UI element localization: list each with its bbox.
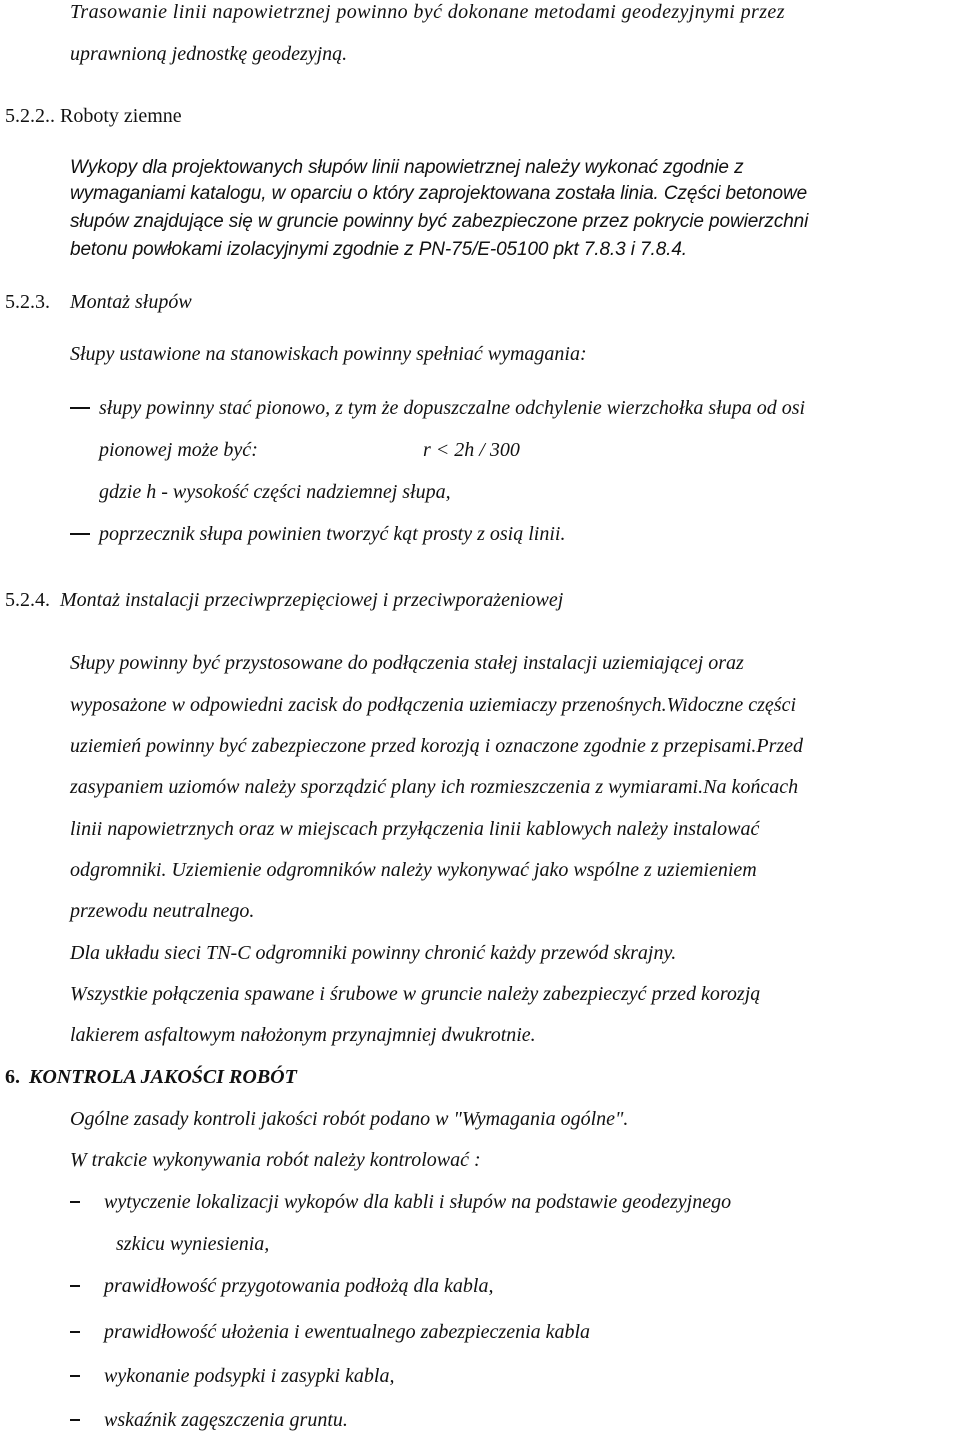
section-6-paragraph-2: W trakcie wykonywania robót należy kontrolować : (70, 1149, 481, 1171)
section-524-number: 5.2.4. (5, 589, 50, 611)
section-6-title: KONTROLA JAKOŚCI ROBÓT (29, 1066, 297, 1088)
list-hyphen (70, 1201, 80, 1203)
check-item: prawidłowość przygotowania podłożą dla kabla, (104, 1275, 494, 1297)
section-524-line: lakierem asfaltowym nałożonym przynajmniej dwukrotnie. (70, 1024, 536, 1046)
section-523-intro: Słupy ustawione na stanowiskach powinny spełniać wymagania: (70, 343, 587, 365)
list-dash (70, 407, 90, 409)
requirement-1-line-1: słupy powinny stać pionowo, z tym że dopuszczalne odchylenie wierzchołka słupa od osi (99, 397, 806, 419)
list-dash (70, 533, 90, 535)
section-524-line: Słupy powinny być przystosowane do podłączenia stałej instalacji uziemiającej oraz (70, 652, 744, 674)
check-item: wskaźnik zagęszczenia gruntu. (104, 1409, 348, 1431)
list-hyphen (70, 1331, 80, 1333)
section-524-line: Wszystkie połączenia spawane i śrubowe w gruncie należy zabezpieczyć przed korozją (70, 983, 761, 1005)
check-item: prawidłowość ułożenia i ewentualnego zabezpieczenia kabla (104, 1321, 591, 1343)
list-hyphen (70, 1419, 80, 1421)
intro-line-1: Trasowanie linii napowietrznej powinno być dokonane metodami geodezyjnymi przez (70, 1, 785, 23)
section-524-line: odgromniki. Uziemienie odgromników należy wykonywać jako wspólne z uziemieniem (70, 859, 757, 881)
requirement-1-line-2: pionowej może być: (99, 439, 258, 461)
section-number: 5.2.2. (5, 105, 50, 127)
section-524-line: linii napowietrznych oraz w miejscach przyłączenia linii kablowych należy instalować (70, 818, 760, 840)
check-item: wytyczenie lokalizacji wykopów dla kabli i słupów na podstawie geodezyjnego (104, 1191, 732, 1213)
check-item: wykonanie podsypki i zasypki kabla, (104, 1365, 395, 1387)
section-523-title: Montaż słupów (70, 291, 192, 313)
requirement-2: poprzecznik słupa powinien tworzyć kąt prosty z osią linii. (99, 523, 566, 545)
section-522-heading (5, 104, 182, 128)
check-item-continuation: szkicu wyniesienia, (116, 1233, 270, 1255)
section-522-line-1: Wykopy dla projektowanych słupów linii napowietrznej należy wykonać zgodnie z (70, 157, 744, 178)
section-524-line: zasypaniem uziomów należy sporządzić plany ich rozmieszczenia z wymiarami.Na końcach (70, 776, 799, 798)
section-524-line: Dla układu sieci TN-C odgromniki powinny chronić każdy przewód skrajny. (70, 942, 677, 964)
list-hyphen (70, 1375, 80, 1377)
requirement-1-line-3: gdzie h - wysokość części nadziemnej słupa, (99, 481, 451, 503)
tolerance-formula: r < 2h / 300 (423, 439, 520, 461)
section-524-line: wyposażone w odpowiedni zacisk do podłączenia uziemiaczy przenośnych.Widoczne części (70, 694, 796, 716)
list-hyphen (70, 1285, 80, 1287)
intro-line-2: uprawnioną jednostkę geodezyjną. (70, 43, 348, 65)
section-522-line-4: betonu powłokami izolacyjnymi zgodnie z PN-75/E-05100 pkt 7.8.3 i 7.8.4. (70, 239, 687, 260)
section-523-number: 5.2.3. (5, 291, 50, 313)
section-524-line: uziemień powinny być zabezpieczone przed korozją i oznaczone zgodnie z przepisami.Przed (70, 735, 804, 757)
section-6-heading (5, 1065, 20, 1089)
section-524-title: Montaż instalacji przeciwprzepięciowej i przeciwporażeniowej (60, 589, 564, 611)
section-6-paragraph-1: Ogólne zasady kontroli jakości robót podano w "Wymagania ogólne". (70, 1108, 629, 1130)
section-title: . Roboty ziemne (50, 105, 182, 127)
section-524-line: przewodu neutralnego. (70, 900, 255, 922)
section-number: 6. (5, 1066, 20, 1088)
section-522-line-3: słupów znajdujące się w gruncie powinny być zabezpieczone przez pokrycie powierzchni (70, 211, 809, 232)
section-522-line-2: wymaganiami katalogu, w oparciu o który zaprojektowana została linia. Części betonowe (70, 183, 808, 204)
